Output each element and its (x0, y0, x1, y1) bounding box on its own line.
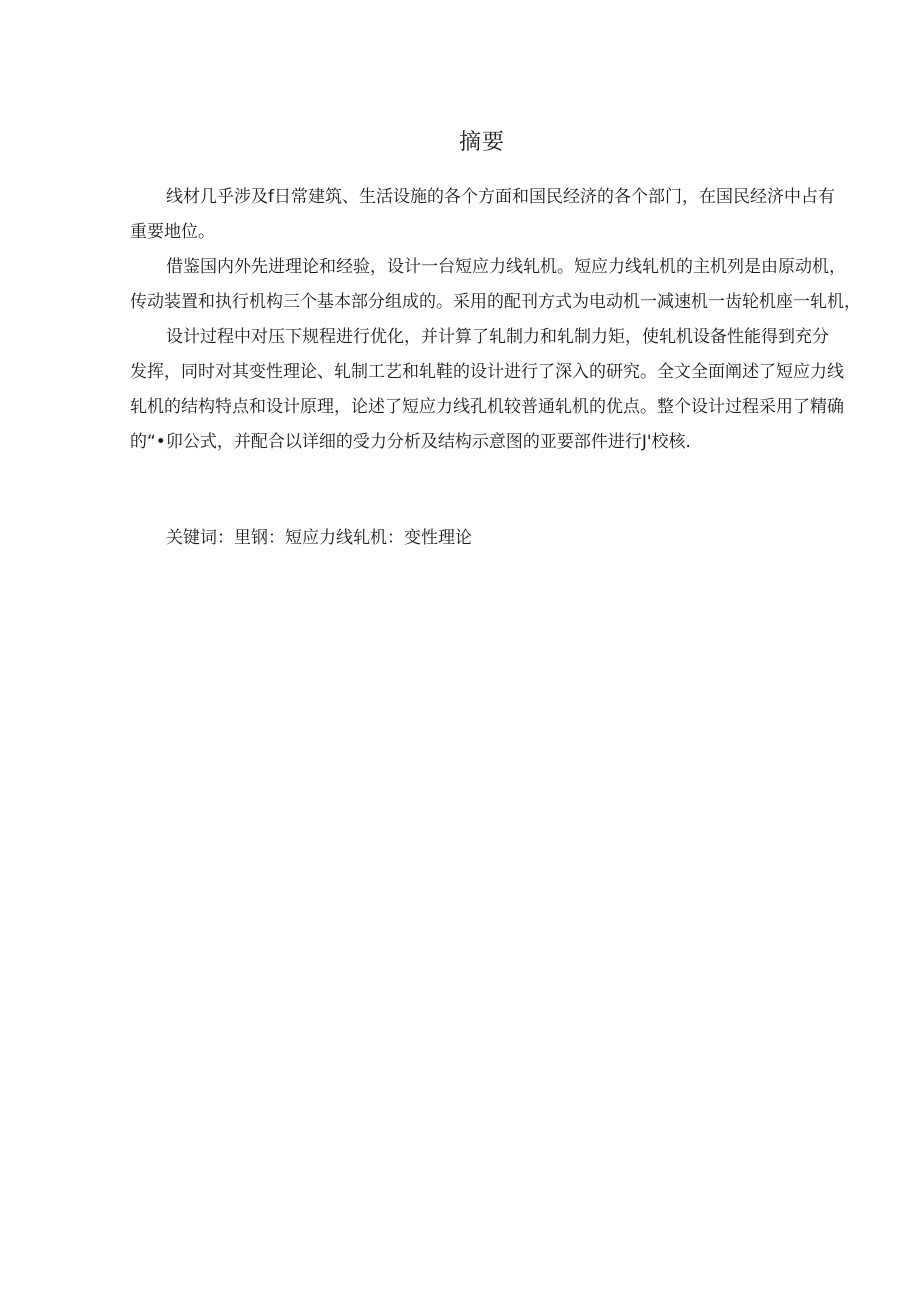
paragraph-line: 借鉴国内外先进理论和经验，设计一台短应力线轧机。短应力线轧机的主机列是由原动机， (166, 257, 846, 277)
paragraph-line: 线材几乎涉及f日常建筑、生活设施的各个方面和国民经济的各个部门，在国民经济中占有 (166, 187, 835, 207)
document-title: 摘要 (458, 130, 505, 155)
paragraph-line: 轧机的结构特点和设计原理，论述了短应力线孔机较普通轧机的优点。整个设计过程采用了精确 (130, 397, 844, 417)
paragraph-2 (130, 250, 861, 320)
paragraph-line: 的“•卯公式，并配合以详细的受力分析及结构示意图的亚要部件进行J'校核. (130, 432, 691, 452)
paragraph-line: 传动装置和执行机构三个基本部分组成的。采用的配刊方式为电动机一减速机一齿轮机座一轧机， (130, 292, 861, 312)
paragraph-1 (130, 180, 850, 250)
paragraph-3 (130, 320, 850, 460)
paragraph-line: 重要地位。 (130, 222, 215, 242)
paragraph-line: 设计过程中对压下规程进行优化，并计算了轧制力和轧制力矩，使轧机设备性能得到充分 (166, 327, 829, 347)
paragraph-line: 发挥，同时对其变性理论、轧制工艺和轧鞋的设计进行了深入的研究。全文全面阐述了短应力线 (130, 362, 844, 382)
abstract-body (130, 180, 861, 460)
keywords-line: 关键词：里钢：短应力线轧机：变性理论 (166, 528, 472, 548)
